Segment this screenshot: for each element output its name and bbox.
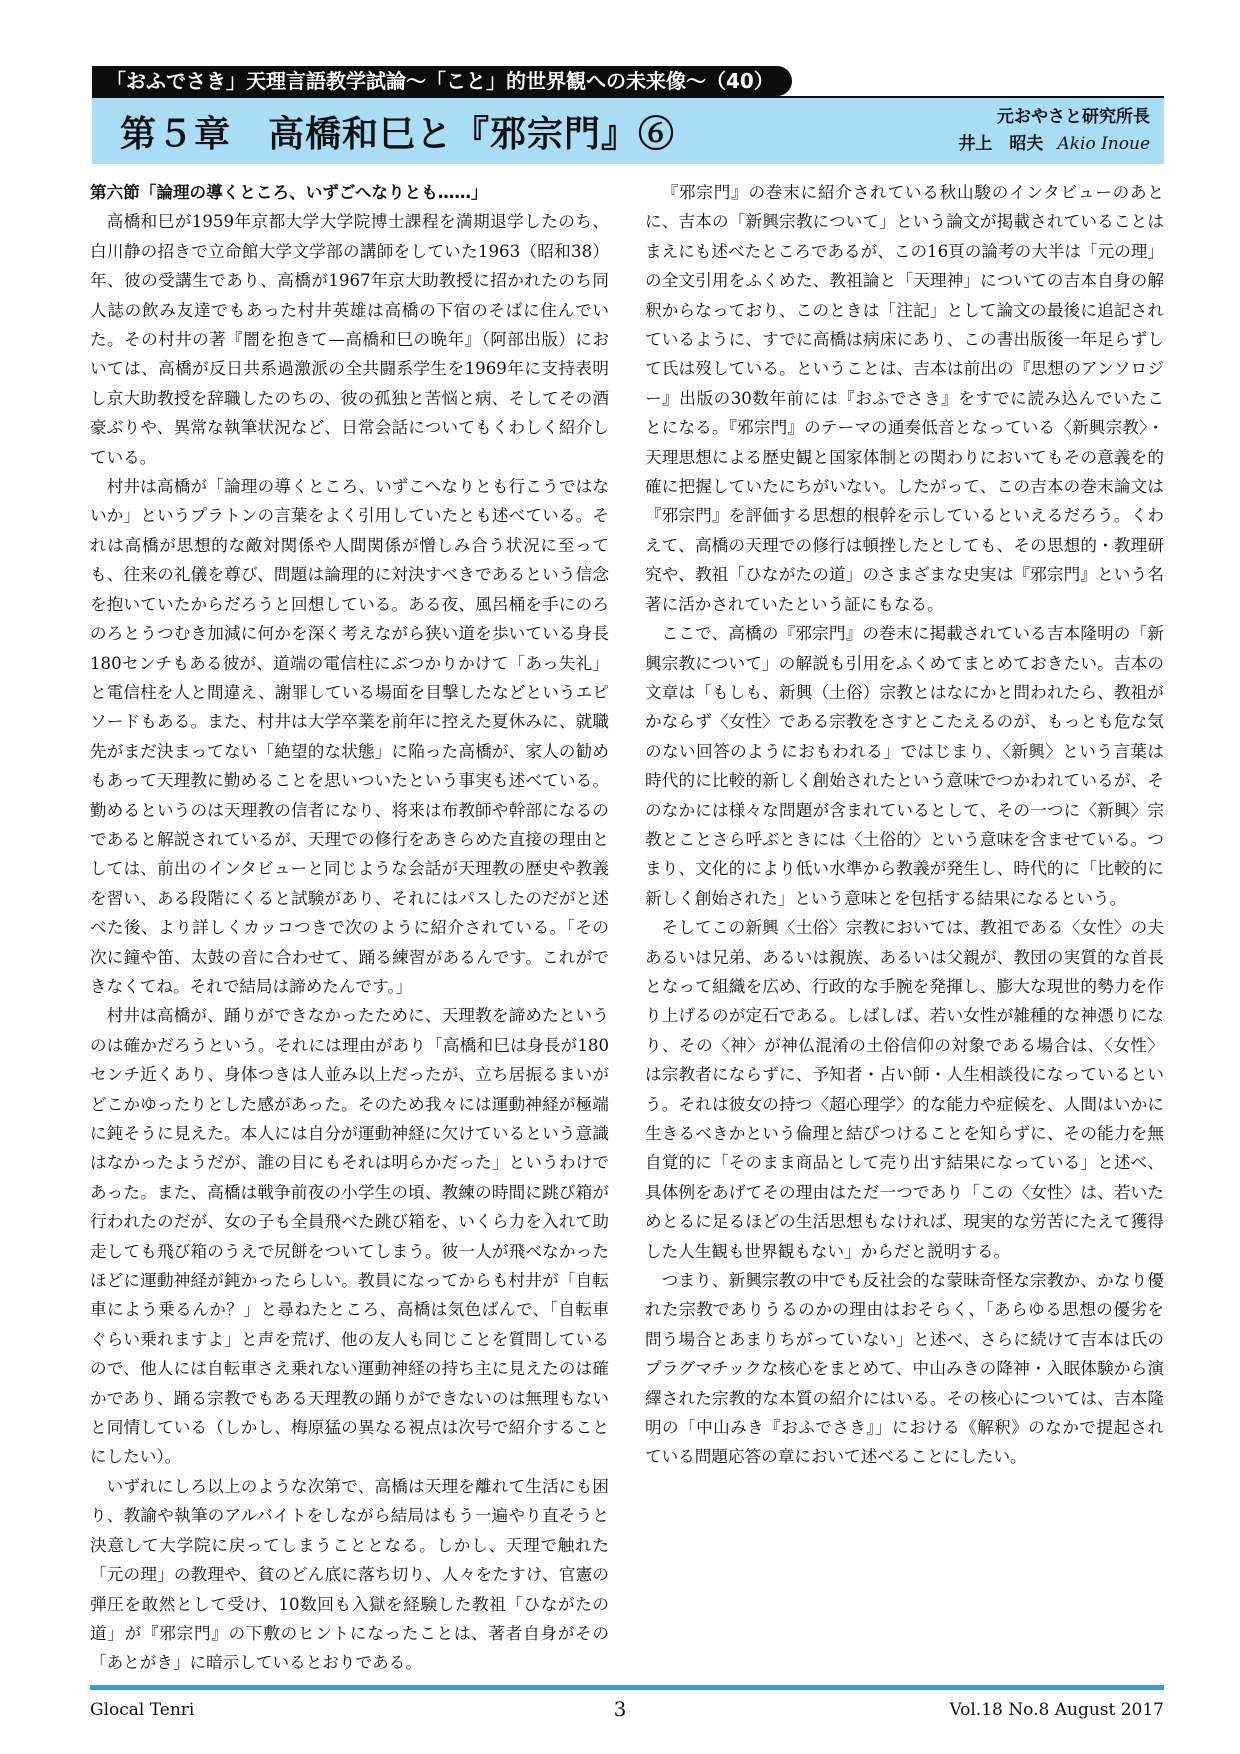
paragraph: 村井は高橋が「論理の導くところ、いずこへなりとも行こうではないか」というプラトンの言葉をよく引用していたとも述べている。それは高橋が思想的な敵対関係や人間関係が憎しみ合う状況に至っても、往来の礼儀を尊び、問題は論理的に対決すべきであるという信念を抱いていたからだろうと回想している。ある夜、風呂桶を手にのろのろとうつむき加減に何かを深く考えながら狭い道を歩いている身長180センチもある彼が、道端の電信柱にぶつかりかけて「あっ失礼」と電信柱を人と間違え、謝罪している場面を目撃したなどというエピソードもある。また、村井は大学卒業を前年に控えた夏休みに、就職先がまだ決まってない「絶望的な状態」に陥った高橋が、家人の勧めもあって天理教に勤めることを思いついたという事実も述べている。勤めるというのは天理教の信者になり、将来は布教師や幹部になるのであると解説されているが、天理での修行をあきらめた直接の理由としては、前出のインタビューと同じような会話が天理教の歴史や教義を習い、ある段階にくると試験があり、それにはパスしたのだがと述べた後、より詳しくカッコつきで次のように紹介されている。「その次に鐘や笛、太鼓の音に合わせて、踊る練習があるんです。これができなくてね。それで結局は諦めたんです。」 [90,477,609,996]
paragraph: 村井は高橋が、踊りができなかったために、天理教を諦めたというのは確かだろうという。それには理由があり「高橋和巳は身長が180センチ近くあり、身体つきは人並み以上だったが、立ち居振るまいがどこかゆったりとした感があった。そのため我々には運動神経が極端に鈍そうに見えた。本人には自分が運動神経に欠けているという意識はなかったようだが、誰の目にもそれは明らかだった」というわけであった。また、高橋は戦争前夜の小学生の頃、教練の時間に跳び箱が行われたのだが、女の子も全員飛べた跳び箱を、いくら力を入れて助走しても飛び箱のうえで尻餅をついてしまう。彼一人が飛べなかったほどに運動神経が鈍かったらしい。教員になってからも村井が「自転車によう乗るんか？」と尋ねたところ、高橋は気色ばんで、「自転車ぐらい乗れますよ」と声を荒げ、他の友人も同じことを質問しているので、他人には自転車さえ乗れない運動神経の持ち主に見えたのは確かであり、踊る宗教でもある天理教の踊りができないのは無理もないと同情している（しかし、梅原猛の異なる視点は次号で紹介することにしたい）。 [90,1006,609,1467]
author-affiliation: 元おやさと研究所長 [997,107,1150,127]
author-romaji: Akio Inoue [1057,134,1150,154]
article-body [90,178,1164,1678]
author-name: 井上 昭夫 [958,134,1044,154]
footer-rule [90,1685,1164,1690]
paragraph: 高橋和巳が1959年京都大学大学院博士課程を満期退学したのち、白川静の招きで立命館大学文学部の講師をしていた1963（昭和38）年、彼の受講生であり、高橋が1967年京大助教授に招かれたのち同人誌の飲み友達でもあった村井英雄は高橋の下宿のそばに住んでいた。その村井の著『闇を抱きて—高橋和巳の晩年』（阿部出版）においては、高橋が反日共系過激派の全共闘系学生を1969年に支持表明し京大助教授を辞職したのちの、彼の孤独と苦悩と病、そしてその酒豪ぶりや、異常な執筆状況など、日常会話についてもくわしく紹介している。 [90,212,609,467]
paragraph: ここで、高橋の『邪宗門』の巻末に掲載されている吉本隆明の「新興宗教について」の解説も引用をふくめてまとめておきたい。吉本の文章は「もしも、新興（土俗）宗教とはなにかと問われたら、教祖がかならず〈女性〉である宗教をさすとこたえるのが、もっとも危な気のない回答のようにおもわれる」ではじまり、〈新興〉という言葉は時代的に比較的新しく創始されたという意味でつかわれているが、そのなかには様々な問題が含まれているとして、その一つに〈新興〉宗教とことさら呼ぶときには〈土俗的〉という意味を含ませている。つまり、文化的により低い水準から教義が発生し、時代的に「比較的に新しく創始された」という意味とを包括する結果になるという。 [645,624,1164,908]
page-number: 3 [613,1697,627,1721]
paragraph: いずれにしろ以上のような次第で、高橋は天理を離れて生活にも困り、教諭や執筆のアルバイトをしながら結局はもう一遍やり直そうと決意して大学院に戻ってしまうこととなる。しかし、天理で触れた「元の理」の教理や、貧のどん底に落ち切り、人々をたすけ、官憲の弾圧を敢然として受け、10数回も入獄を経験した教祖「ひながたの道」が『邪宗門』の下敷のヒントになったことは、著者自身がその「あとがき」に暗示しているとおりである。 [90,1476,609,1673]
author-byline [958,104,1150,158]
publication-name: Glocal Tenri [90,1700,195,1720]
paragraph: 『邪宗門』の巻末に紹介されている秋山駿のインタビューのあとに、吉本の「新興宗教について」という論文が掲載されていることはまえにも述べたところであるが、この16頁の論考の大半は「元の理」の全文引用をふくめた、教祖論と「天理神」についての吉本自身の解釈からなっており、このときは「注記」として論文の最後に追記されているように、すでに高橋は病床にあり、この書出版後一年足らずして氏は歿している。ということは、吉本は前出の『思想のアンソロジー』出版の30数年前には『おふでさき』をすでに読み込んでいたことになる。『邪宗門』のテーマの通奏低音となっている〈新興宗教〉・天理思想による歴史観と国家体制との関わりにおいてもその意義を的確に把握していたにちがいない。したがって、この吉本の巻末論文は『邪宗門』を評価する思想的根幹を示しているといえるだろう。くわえて、高橋の天理での修行は頓挫したとしても、その思想的・教理研究や、教祖「ひながたの道」のさまざまな史実は『邪宗門』という名著に活かされていたという証にもなる。 [645,183,1164,614]
chapter-title: 第５章 高橋和巳と『邪宗門』⑥ [120,113,676,155]
title-band [92,96,1164,164]
paragraph: つまり、新興宗教の中でも反社会的な蒙昧奇怪な宗教か、かなり優れた宗教でありうるのかの理由はおそらく、「あらゆる思想の優劣を問う場合とあまりちがっていない」と述べ、さらに続けて吉本は氏のプラグマチックな核心をまとめて、中山みきの降神・入眠体験から演繹された宗教的な本質の紹介にはいる。その核心については、吉本隆明の「中山みき『おふでさき』」における《解釈》のなかで提起されている問題応答の章において述べることにしたい。 [645,1271,1164,1467]
issue-info: Vol.18 No.8 August 2017 [949,1700,1164,1720]
paragraph: そしてこの新興〈土俗〉宗教においては、教祖である〈女性〉の夫あるいは兄弟、あるいは親族、あるいは父親が、教団の実質的な首長となって組織を広め、行政的な手腕を発揮し、膨大な現世的勢力を作り上げるのが定石である。しばしば、若い女性が雑種的な神憑りになり、その〈神〉が神仏混淆の土俗信仰の対象である場合は、〈女性〉は宗教者にならずに、予知者・占い師・人生相談役になっているという。それは彼女の持つ〈超心理学〉的な能力や症候を、人間はいかに生きるべきかという倫理と結びつけることを知らずに、その能力を無自覚的に「そのまま商品として売り出す結果になっている」と述べ、具体例をあげてその理由はただ一つであり「この〈女性〉は、若いためとるに足るほどの生活思想もなければ、現実的な労苦にたえて獲得した人生観も世界観もない」からだと説明する。 [645,918,1164,1261]
series-banner: 「おふでさき」天理言語教学試論〜「こと」的世界観への未来像〜（40） [92,66,792,96]
section-heading: 第六節「論理の導くところ、いずごへなりとも……」 [90,183,488,202]
